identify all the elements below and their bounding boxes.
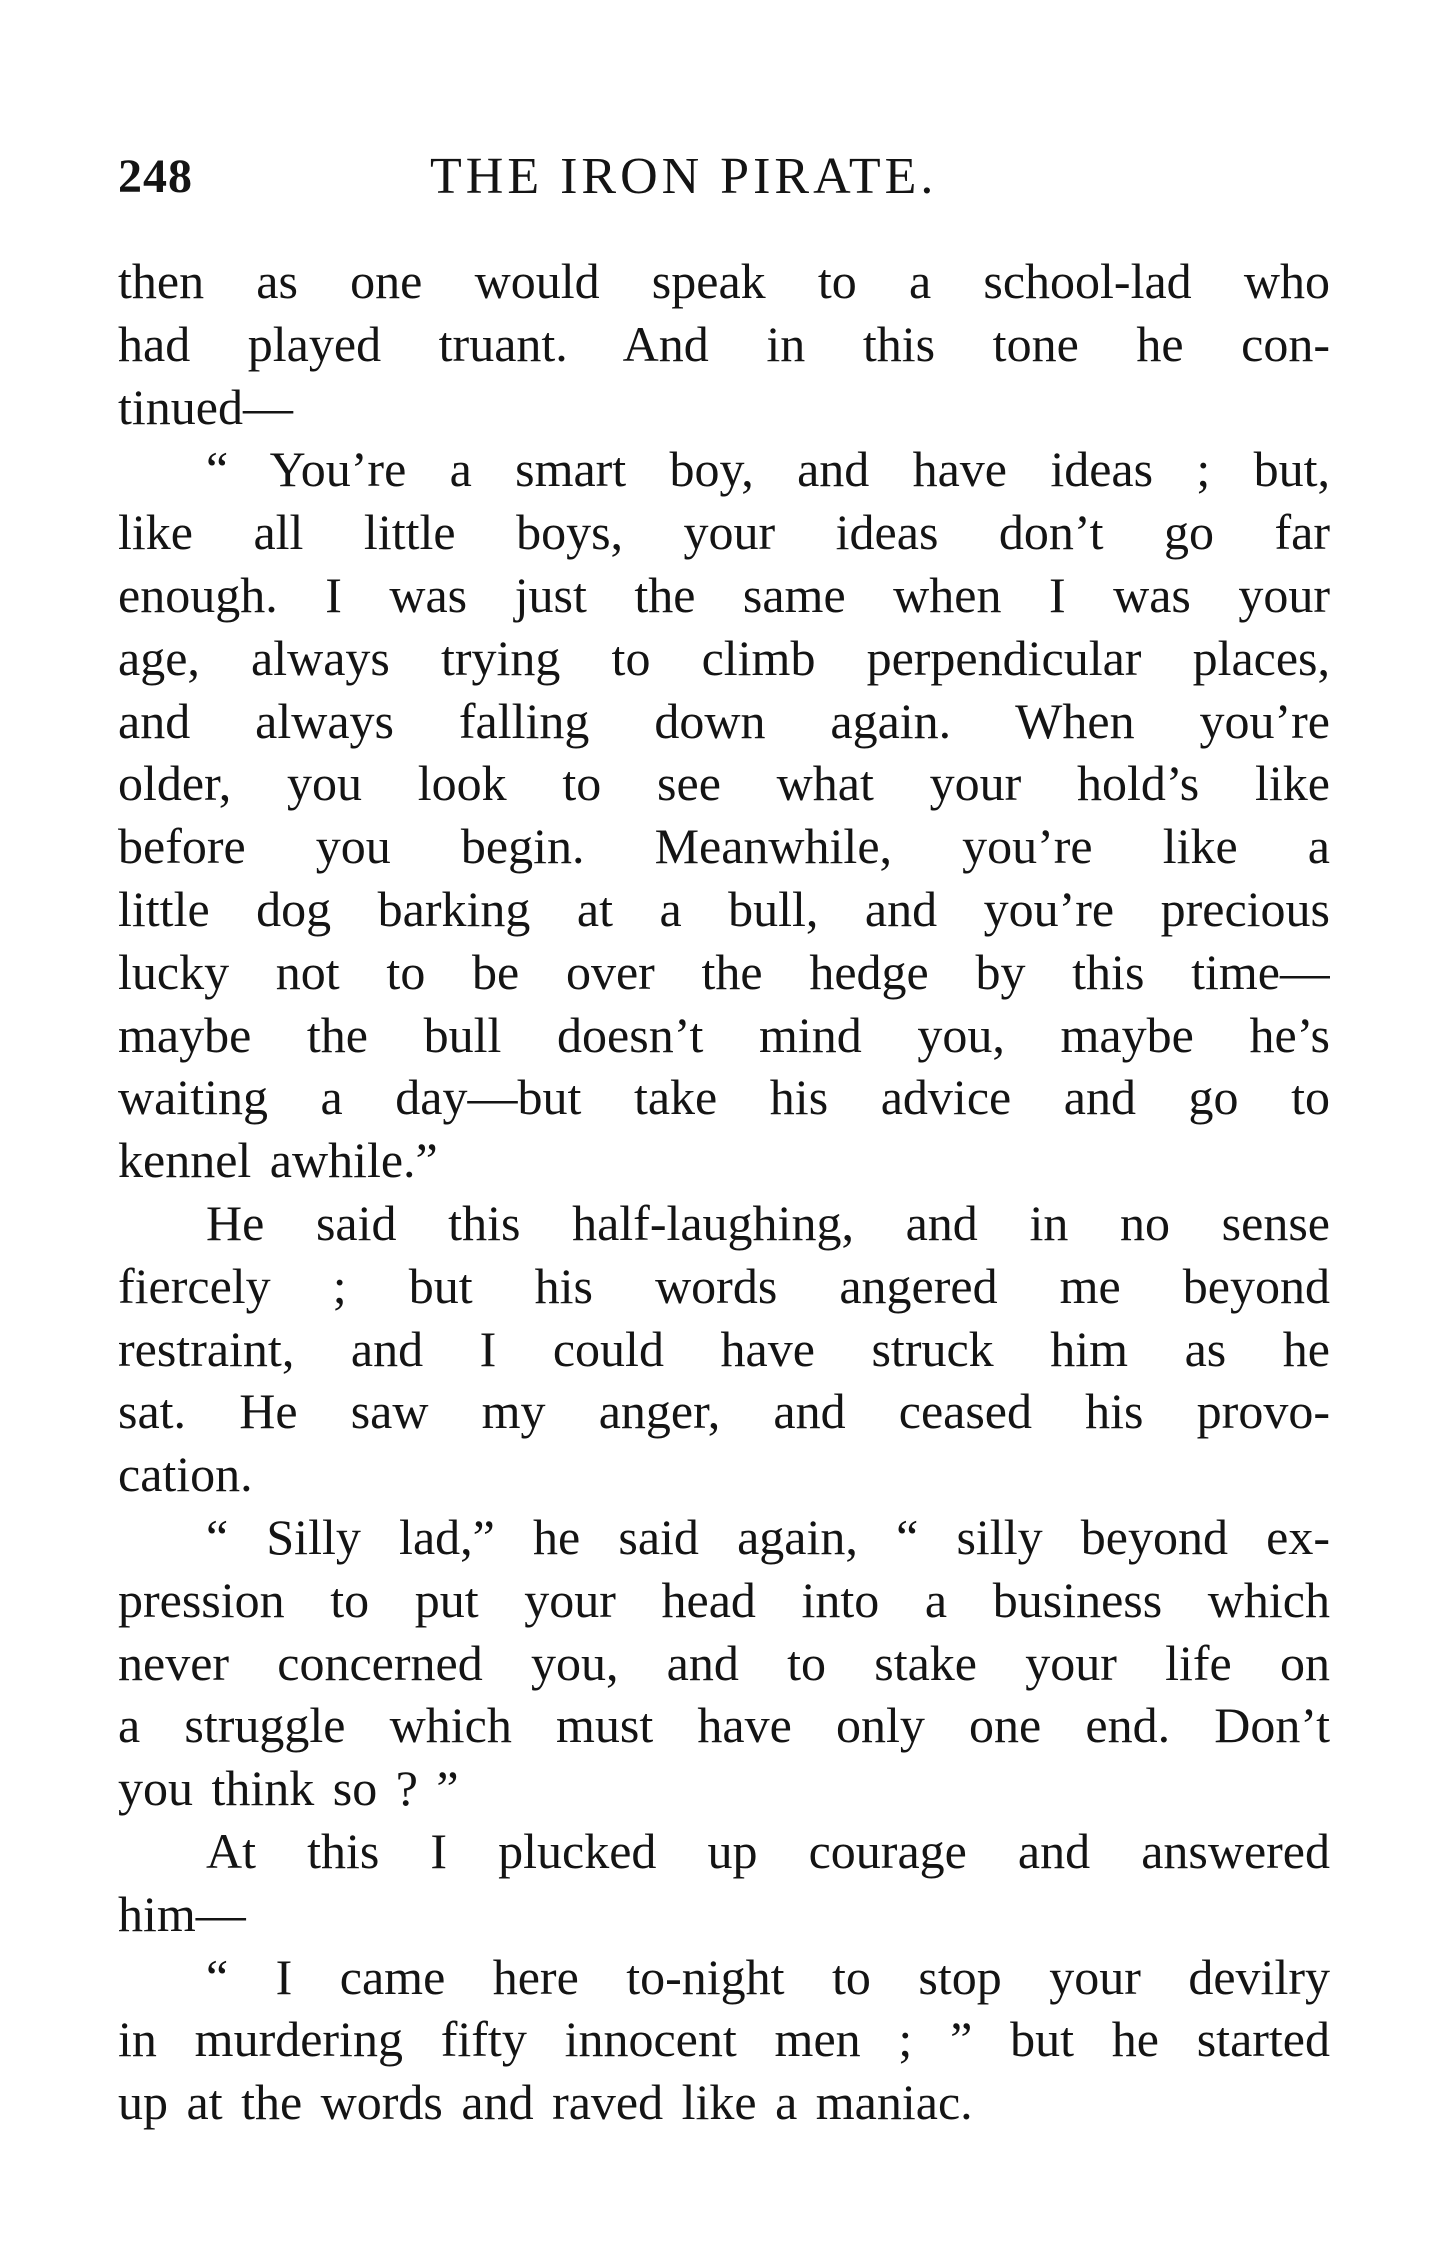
text-line: in murdering fifty innocent men ; ” but he started xyxy=(118,2011,1330,2068)
text-line: fiercely ; but his words angered me beyond xyxy=(118,1257,1330,1314)
text-line: before you begin. Meanwhile, you’re like a xyxy=(118,818,1330,875)
text-line: He said this half-laughing, and in no sense xyxy=(206,1194,1330,1251)
text-line: “ I came here to-night to stop your devilry xyxy=(206,1948,1330,2005)
body-text xyxy=(118,250,1330,2134)
text-line: older, you look to see what your hold’s like xyxy=(118,755,1330,812)
text-line: never concerned you, and to stake your life on xyxy=(118,1634,1330,1691)
text-line: “ Silly lad,” he said again, “ silly beyond ex- xyxy=(206,1508,1330,1565)
text-line: little dog barking at a bull, and you’re precious xyxy=(118,880,1330,937)
text-line: At this I plucked up courage and answered xyxy=(206,1822,1330,1879)
text-line: age, always trying to climb perpendicular places, xyxy=(118,629,1330,686)
text-line: up at the words and raved like a maniac. xyxy=(118,2074,973,2131)
text-line: kennel awhile.” xyxy=(118,1132,438,1189)
text-line: pression to put your head into a business which xyxy=(118,1571,1330,1628)
text-line: restraint, and I could have struck him as he xyxy=(118,1320,1330,1377)
text-line: cation. xyxy=(118,1446,253,1503)
text-line: tinued— xyxy=(118,378,293,435)
text-line: sat. He saw my anger, and ceased his provo- xyxy=(118,1383,1330,1440)
text-line: “ You’re a smart boy, and have ideas ; but, xyxy=(206,441,1330,498)
text-line: and always falling down again. When you’re xyxy=(118,692,1330,749)
running-head xyxy=(118,142,1338,212)
text-line: him— xyxy=(118,1885,246,1942)
text-line: a struggle which must have only one end. Don’t xyxy=(118,1697,1330,1754)
text-line: waiting a day—but take his advice and go to xyxy=(118,1069,1330,1126)
text-line: had played truant. And in this tone he con- xyxy=(118,315,1330,372)
text-line: lucky not to be over the hedge by this time— xyxy=(118,943,1330,1000)
text-line: like all little boys, your ideas don’t go far xyxy=(118,504,1330,561)
text-line: maybe the bull doesn’t mind you, maybe he’s xyxy=(118,1006,1330,1063)
text-line: then as one would speak to a school-lad who xyxy=(118,253,1330,309)
running-title: THE IRON PIRATE. xyxy=(430,148,938,205)
text-line: enough. I was just the same when I was your xyxy=(118,566,1330,623)
text-line: you think so ? ” xyxy=(118,1760,459,1817)
page-number: 248 xyxy=(118,150,193,203)
